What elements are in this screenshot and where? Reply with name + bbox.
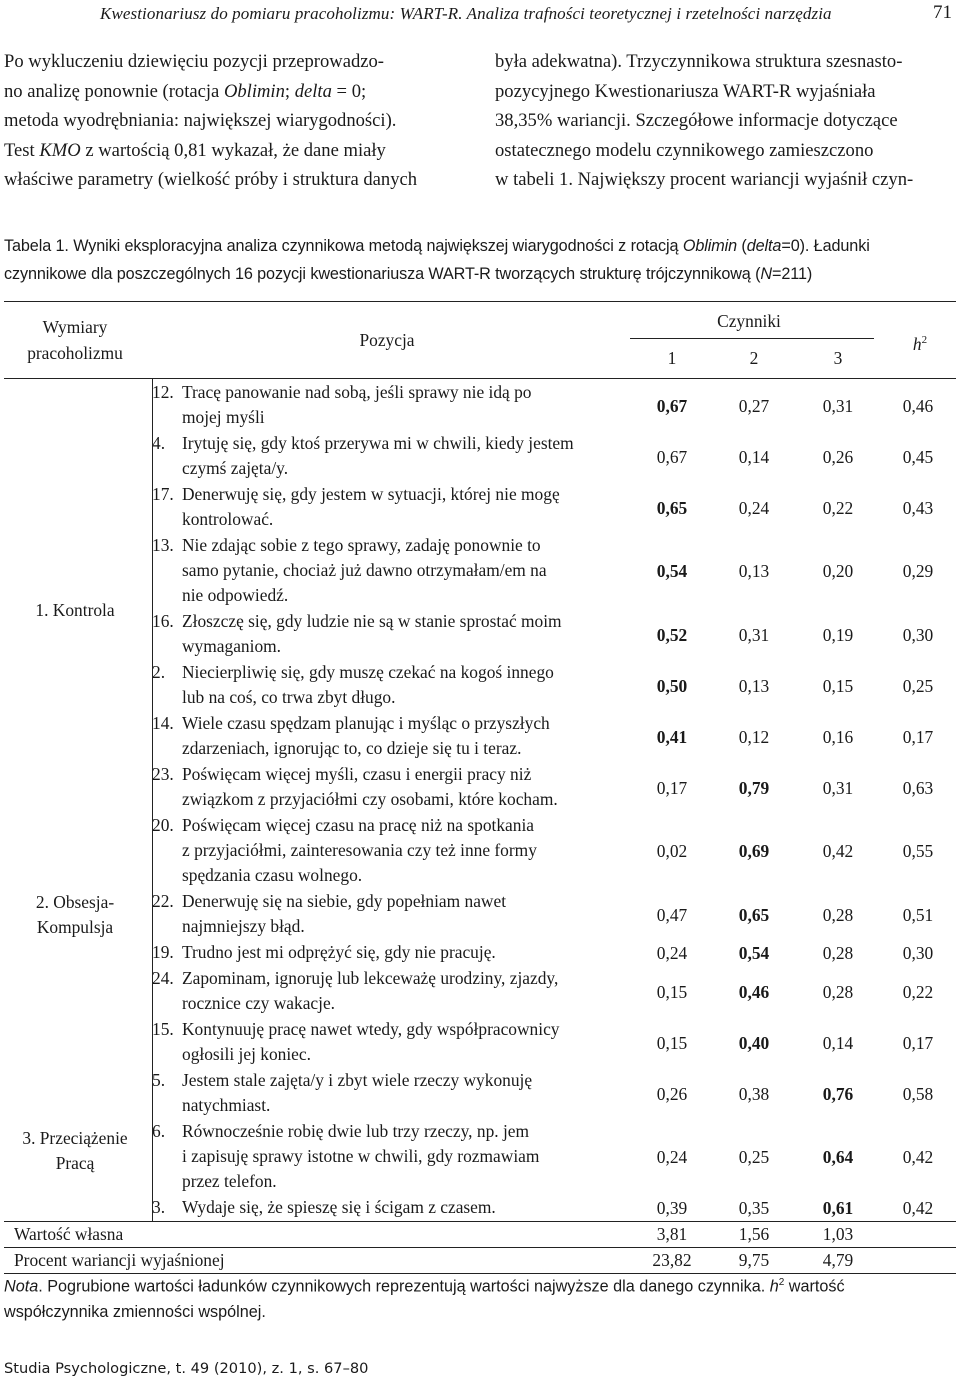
loading-f1: 0,54 xyxy=(656,561,688,581)
loading-f1: 0,67 xyxy=(656,395,688,416)
item-text-line: mojej myśli xyxy=(182,407,265,427)
eigenvalue-row-label: Wartość własna xyxy=(14,1224,124,1244)
item-text-line: rocznice czy wakacje. xyxy=(182,993,336,1013)
item-text-line: 22. Denerwuję się na siebie, gdy popełniam nawet xyxy=(152,889,622,914)
loading-f2: 0,35 xyxy=(738,1198,770,1218)
item-text-line: przez telefon. xyxy=(182,1171,277,1191)
item-number: 12. xyxy=(152,382,174,402)
item-text-line: zdarzeniach, ignorując to, co dzieje się tu i teraz. xyxy=(182,738,522,758)
table-row-item xyxy=(152,1195,622,1220)
item-text-line: spędzania czasu wolnego. xyxy=(182,865,363,885)
variance-row-value: 9,75 xyxy=(738,1250,770,1270)
item-text-line: 19. Trudno jest mi odprężyć się, gdy nie pracuję. xyxy=(152,940,622,965)
item-text-line: natychmiast. xyxy=(182,1095,271,1115)
item-number: 3. xyxy=(152,1197,166,1217)
loading-h2: 0,42 xyxy=(902,1198,934,1218)
loading-f2: 0,24 xyxy=(738,497,770,518)
item-number: 6. xyxy=(152,1121,166,1141)
running-title: Kwestionariusz do pomiaru pracoholizmu: WART-R. Analiza trafności teoretycznej i rzetelności narzędzia xyxy=(100,4,832,23)
item-number: 14. xyxy=(152,713,174,733)
item-text-line: 16. Złoszczę się, gdy ludzie nie są w stanie sprostać moim xyxy=(152,609,622,634)
header-h2: $h^2$ xyxy=(912,333,928,354)
summary-top-rule xyxy=(4,1221,956,1222)
dimension-label: 2. Obsesja- Kompulsja xyxy=(35,892,115,937)
column-divider xyxy=(152,378,153,1221)
loading-f3: 0,16 xyxy=(822,726,854,747)
header-item: Pozycja xyxy=(359,330,415,350)
loading-f3: 0,20 xyxy=(822,561,854,581)
eigenvalue-row-value: 1,03 xyxy=(822,1224,854,1244)
item-text-line: 14. Wiele czasu spędzam planując i myśląc o przyszłych xyxy=(152,711,622,736)
loading-f1: 0,39 xyxy=(656,1198,688,1218)
body-text-right xyxy=(495,47,956,195)
loading-f1: 0,41 xyxy=(656,726,688,747)
item-text-line: i zapisuję sprawy istotne w chwili, gdy rozmawiam xyxy=(182,1146,540,1166)
table-row-item xyxy=(152,889,622,939)
loading-h2: 0,30 xyxy=(902,624,934,645)
loading-h2: 0,58 xyxy=(902,1083,934,1104)
loading-h2: 0,45 xyxy=(902,446,934,467)
loading-f1: 0,26 xyxy=(656,1083,688,1104)
item-number: 24. xyxy=(152,968,174,988)
eigenvalue-row-value: 1,56 xyxy=(738,1224,770,1244)
loading-f3: 0,19 xyxy=(822,624,854,645)
header-dimensions: Wymiary pracoholizmu xyxy=(27,317,123,363)
page-number: 71 xyxy=(933,2,952,23)
loading-f2: 0,25 xyxy=(738,1147,770,1167)
loading-f1: 0,17 xyxy=(656,777,688,798)
loading-f3: 0,64 xyxy=(822,1147,854,1167)
item-text-line: 15. Kontynuuję pracę nawet wtedy, gdy współpracownicy xyxy=(152,1017,622,1042)
item-text-line: wymaganiom. xyxy=(182,636,282,656)
loading-f1: 0,24 xyxy=(656,943,688,963)
body-line: pozycyjnego Kwestionariusza WART-R wyjaśniała xyxy=(495,80,876,102)
loading-f3: 0,28 xyxy=(822,904,854,925)
dimension-label: 1. Kontrola xyxy=(35,600,115,620)
body-line: w tabeli 1. Największy procent wariancji wyjaśnił czyn- xyxy=(495,169,914,190)
loading-h2: 0,43 xyxy=(902,497,934,518)
item-number: 20. xyxy=(152,815,174,835)
loading-f1: 0,24 xyxy=(656,1147,688,1167)
item-text-line: 20. Poświęcam więcej czasu na pracę niż na spotkania xyxy=(152,813,622,838)
eigenvalue-row-value: 3,81 xyxy=(656,1224,688,1244)
body-line: była adekwatna). Trzyczynnikowa struktura szesnasto- xyxy=(495,51,903,72)
item-number: 19. xyxy=(152,942,174,962)
table-row-item xyxy=(152,940,622,965)
dimension-label: 3. Przeciążenie Pracą xyxy=(22,1128,128,1173)
item-number: 4. xyxy=(152,433,166,453)
header-factor-3: 3 xyxy=(833,348,843,368)
item-text-line: nie odpowiedź. xyxy=(182,585,289,605)
loading-f2: 0,13 xyxy=(738,561,770,581)
item-text-line: 13. Nie zdając sobie z tego sprawy, zadaję ponownie to xyxy=(152,533,622,558)
loading-f2: 0,38 xyxy=(738,1083,770,1104)
item-text-line: kontrolować. xyxy=(182,509,274,529)
table-row-item xyxy=(152,482,622,532)
loading-f3: 0,31 xyxy=(822,777,854,798)
body-line: ostatecznego modelu czynnikowego zamieszczono xyxy=(495,139,874,161)
header-factors: Czynniki xyxy=(717,311,781,331)
body-line: metoda wyodrębniania: największej wiarygodności). xyxy=(4,110,397,131)
table-row-item xyxy=(152,966,622,1016)
loading-h2: 0,63 xyxy=(902,777,934,798)
item-number: 15. xyxy=(152,1019,174,1039)
loading-h2: 0,30 xyxy=(902,943,934,963)
factors-underline xyxy=(630,338,874,339)
loading-f3: 0,14 xyxy=(822,1032,854,1053)
item-text-line: 17. Denerwuję się, gdy jestem w sytuacji, której nie mogę xyxy=(152,482,622,507)
item-text-line: 3. Wydaje się, że spieszę się i ścigam z czasem. xyxy=(152,1195,622,1220)
item-number: 22. xyxy=(152,891,174,911)
table-row-item xyxy=(152,1068,622,1118)
loading-f2: 0,12 xyxy=(738,726,770,747)
variance-row-label: Procent wariancji wyjaśnionej xyxy=(14,1250,225,1270)
loading-h2: 0,29 xyxy=(902,561,934,581)
journal-citation: Studia Psychologiczne, t. 49 (2010), z. 1, s. 67–80 xyxy=(4,1360,369,1377)
loading-f2: 0,13 xyxy=(738,675,770,696)
item-number: 16. xyxy=(152,611,174,631)
loading-f2: 0,31 xyxy=(738,624,770,645)
item-number: 13. xyxy=(152,535,174,555)
item-text-line: 6. Równocześnie robię dwie lub trzy rzeczy, np. jem xyxy=(152,1119,622,1144)
loading-f1: 0,47 xyxy=(656,904,688,925)
item-text-line: 23. Poświęcam więcej myśli, czasu i energii pracy niż xyxy=(152,762,622,787)
loading-f2: 0,40 xyxy=(738,1032,770,1053)
loading-h2: 0,22 xyxy=(902,981,934,1002)
table-caption: Tabela 1. Wyniki eksploracyjna analiza czynnikowa metodą największej wiarygodności z rotacją Oblimin (delta=0). Ładunki czynnikowe dla poszczególnych 16 pozycji kwestionariusza WART-R tworzących strukturę trójczynnikową (N=211) xyxy=(4,237,870,283)
running-header xyxy=(0,0,960,30)
item-text-line: ogłosili jej koniec. xyxy=(182,1044,311,1064)
body-line: Po wykluczeniu dziewięciu pozycji przeprowadzo- xyxy=(4,51,384,72)
loading-f2: 0,69 xyxy=(738,841,770,861)
item-number: 23. xyxy=(152,764,174,784)
item-text-line: najmniejszy błąd. xyxy=(182,916,305,936)
table-row-item xyxy=(152,533,622,608)
loading-f3: 0,61 xyxy=(822,1198,854,1218)
item-text-line: czymś zajęta/y. xyxy=(182,458,289,478)
header-bottom-rule xyxy=(4,378,956,379)
table-top-rule xyxy=(4,301,956,302)
variance-row-value: 4,79 xyxy=(822,1250,854,1270)
loading-f2: 0,14 xyxy=(738,446,770,467)
body-line: właściwe parametry (wielkość próby i struktura danych xyxy=(4,169,418,190)
loading-f2: 0,54 xyxy=(738,943,770,963)
loading-h2: 0,51 xyxy=(902,904,934,925)
loading-f1: 0,65 xyxy=(656,497,688,518)
table-row-item xyxy=(152,380,622,430)
body-line: 38,35% wariancji. Szczegółowe informacje dotyczące xyxy=(495,110,898,131)
table-row-item xyxy=(152,1017,622,1067)
loading-f1: 0,15 xyxy=(656,981,688,1002)
loading-f3: 0,15 xyxy=(822,675,854,696)
table-row-item xyxy=(152,1119,622,1194)
loading-h2: 0,17 xyxy=(902,726,934,747)
loading-f1: 0,15 xyxy=(656,1032,688,1053)
loading-f2: 0,27 xyxy=(738,395,770,416)
item-text-line: z przyjaciółmi, zainteresowania czy też inne formy xyxy=(182,840,537,860)
loading-f3: 0,42 xyxy=(822,841,854,861)
loading-f3: 0,26 xyxy=(822,446,854,467)
loading-f2: 0,46 xyxy=(738,981,770,1002)
loading-f3: 0,22 xyxy=(822,497,854,518)
table-note: Nota. Pogrubione wartości ładunków czynnikowych reprezentują wartości najwyższe dla danego czynnika. $h^2$ wartość współczynnika zmienności wspólnej. xyxy=(4,1277,845,1322)
table-row-item xyxy=(152,609,622,659)
variance-row-value: 23,82 xyxy=(652,1250,692,1270)
loading-h2: 0,25 xyxy=(902,675,934,696)
loading-f3: 0,76 xyxy=(822,1083,854,1104)
loading-f3: 0,31 xyxy=(822,395,854,416)
header-factor-1: 1 xyxy=(667,348,677,368)
item-text-line: lub na coś, co trwa zbyt długo. xyxy=(182,687,396,707)
header-factor-2: 2 xyxy=(749,348,759,368)
loading-f1: 0,50 xyxy=(656,675,688,696)
loading-f2: 0,65 xyxy=(738,904,770,925)
loading-f3: 0,28 xyxy=(822,943,854,963)
item-text-line: związkom z przyjaciółmi czy osobami, które kocham. xyxy=(182,789,558,809)
loading-f3: 0,28 xyxy=(822,981,854,1002)
item-number: 5. xyxy=(152,1070,166,1090)
item-text-line: 12. Tracę panowanie nad sobą, jeśli sprawy nie idą po xyxy=(152,380,622,405)
item-text-line: samo pytanie, chociaż już dawno otrzymałam/em na xyxy=(182,560,547,580)
loading-h2: 0,55 xyxy=(902,841,934,861)
loading-f2: 0,79 xyxy=(738,777,770,798)
loading-f1: 0,52 xyxy=(656,624,688,645)
item-text-line: 24. Zapominam, ignoruję lub lekceważę urodziny, zjazdy, xyxy=(152,966,622,991)
table-row-item xyxy=(152,711,622,761)
table-row-item xyxy=(152,813,622,888)
body-line: Test KMO z wartością 0,81 wykazał, że dane miały xyxy=(4,139,386,161)
item-text-line: 2. Niecierpliwię się, gdy muszę czekać na kogoś innego xyxy=(152,660,622,685)
loading-f1: 0,67 xyxy=(656,446,688,467)
item-number: 17. xyxy=(152,484,174,504)
item-number: 2. xyxy=(152,662,166,682)
loading-f1: 0,02 xyxy=(656,841,688,861)
item-text-line: 5. Jestem stale zajęta/y i zbyt wiele rzeczy wykonuję xyxy=(152,1068,622,1093)
table-row-item xyxy=(152,431,622,481)
loading-h2: 0,42 xyxy=(902,1147,934,1167)
body-text-left xyxy=(4,47,466,195)
summary-rule xyxy=(4,1247,956,1248)
loading-h2: 0,46 xyxy=(902,395,934,416)
table-row-item xyxy=(152,660,622,710)
item-text-line: 4. Irytuję się, gdy ktoś przerywa mi w chwili, kiedy jestem xyxy=(152,431,622,456)
body-line: no analizę ponownie (rotacja Oblimin; delta = 0; xyxy=(4,80,367,102)
loading-h2: 0,17 xyxy=(902,1032,934,1053)
table-row-item xyxy=(152,762,622,812)
